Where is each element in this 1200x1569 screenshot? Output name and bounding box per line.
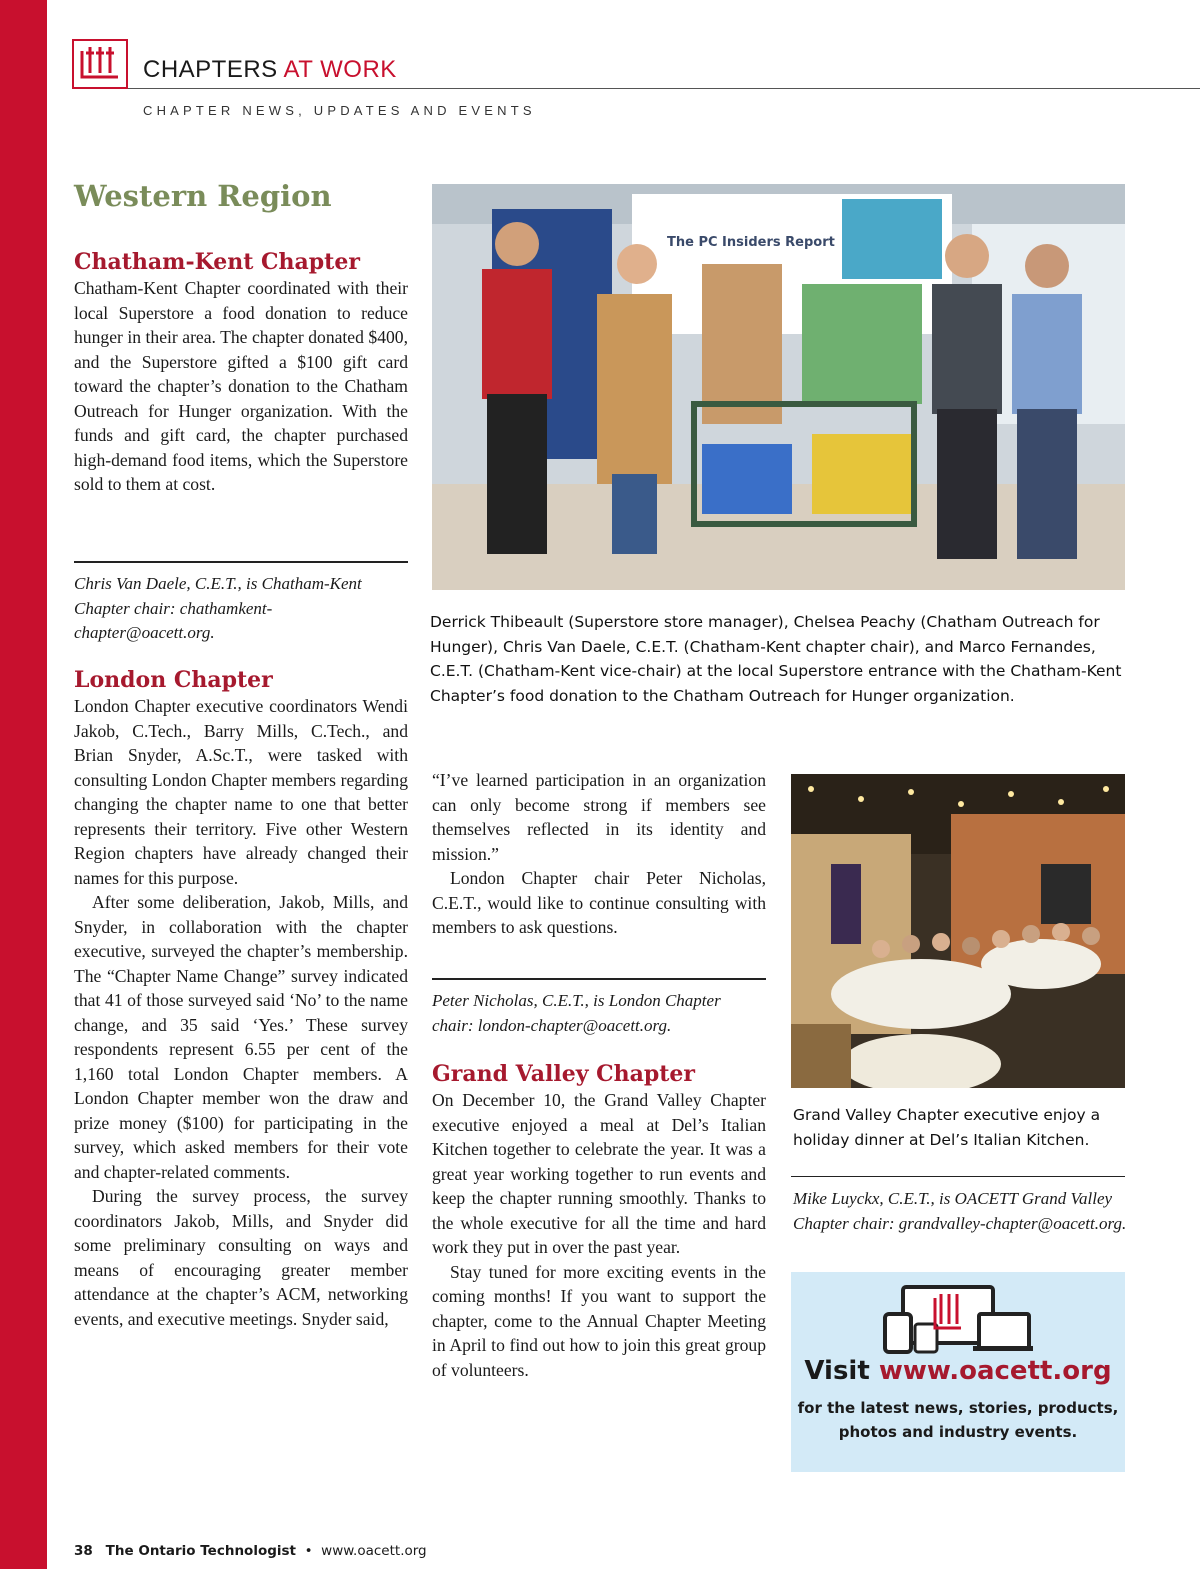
chatham-rule: [74, 561, 408, 563]
london-rule: [432, 978, 766, 980]
grand-valley-heading: Grand Valley Chapter: [432, 1061, 696, 1087]
chatham-heading: Chatham-Kent Chapter: [74, 249, 360, 275]
section-subtitle: CHAPTER NEWS, UPDATES AND EVENTS: [143, 103, 536, 118]
footer-website[interactable]: www.oacett.org: [321, 1543, 427, 1559]
devices-icon: [883, 1284, 1033, 1354]
header-divider: [128, 88, 1200, 89]
grand-valley-body: On December 10, the Grand Valley Chapter executive enjoyed a meal at Del’s Italian Kitchen together to celebrate the year. It was a great year working together to run events and keep the chapter running smoothly. Thanks to the whole executive for all the time and hard work they put in over the past year. Stay tuned for more exciting events in the coming months! If you want to support the chapter, come to the Annual Chapter Meeting in April to find out how to join this great group of volunteers.: [432, 1090, 766, 1380]
publication-name: The Ontario Technologist: [105, 1543, 297, 1559]
london-signature: Peter Nicholas, C.E.T., is London Chapter chair: london-chapter@oacett.org.: [432, 991, 721, 1035]
chatham-signature: Chris Van Daele, C.E.T., is Chatham-Kent Chapter chair: chathamkent-chapter@oacett.org.: [74, 574, 362, 642]
grand-valley-dinner-photo: [791, 774, 1125, 1088]
footer-separator: •: [304, 1543, 313, 1559]
left-accent-bar: [0, 0, 47, 1569]
ad-visit-link[interactable]: Visit www.oacett.org: [804, 1356, 1112, 1386]
grand-valley-photo-caption: Grand Valley Chapter executive enjoy a holiday dinner at Del’s Italian Kitchen.: [793, 1106, 1101, 1149]
london-body-col1: London Chapter executive coordinators Wendi Jakob, C.Tech., Barry Mills, C.Tech., and Brian Snyder, A.Sc.T., were tasked with consulting London Chapter members regarding changing the chapter name to one that better represents their territory. Five other Western Region chapters have already changed their names for this purpose. After some deliberation, Jakob, Mills, and Snyder, in collaboration with the chapter executive, surveyed the chapter’s membership. The “Chapter Name Change” survey indicated that 41 of those surveyed said ‘No’ to the name change, and 35 said ‘Yes.’ These survey respondents represent 6.55 per cent of the 1,160 total London Chapter members. A London Chapter member won the draw and prize money ($100) for participating in the survey, which asked members for their vote and chapter-related comments. During the survey process, the survey coordinators Jakob, Mills, and Snyder did some preliminary consulting on ways and means of encouraging greater member attendance at the chapter’s ACM, networking events, and executive meetings. Snyder said,: [74, 696, 408, 1329]
chatham-body: Chatham-Kent Chapter coordinated with their local Superstore a food donation to reduce hunger in their area. The chapter donated $400, and the Superstore gifted a $100 gift card toward the chapter’s donation to the Chatham Outreach for Hunger organization. With the funds and gift card, the chapter purchased high-demand food items, which the Superstore sold to them at cost.: [74, 278, 408, 494]
grand-valley-rule: [791, 1176, 1125, 1177]
ad-tagline: for the latest news, stories, products, photos and industry events.: [797, 1399, 1119, 1441]
page-number: 38: [74, 1543, 93, 1559]
oacett-logo-icon: [72, 39, 128, 89]
page-footer: [74, 1543, 427, 1559]
section-title: CHAPTERS AT WORK: [143, 56, 397, 83]
photo-sign-text: The PC Insiders Report: [667, 235, 835, 250]
london-heading: London Chapter: [74, 667, 273, 693]
grand-valley-signature: Mike Luyckx, C.E.T., is OACETT Grand Valley Chapter chair: grandvalley-chapter@oacett.org.: [793, 1189, 1127, 1233]
region-title: Western Region: [74, 179, 332, 213]
london-body-col2: “I’ve learned participation in an organization can only become strong if members see themselves reflected in its identity and mission.” London Chapter chair Peter Nicholas, C.E.T., would like to continue consulting with members to ask questions.: [432, 770, 766, 937]
website-ad-box[interactable]: [791, 1272, 1125, 1472]
chatham-donation-photo: [432, 184, 1125, 590]
chatham-photo-caption: Derrick Thibeault (Superstore store manager), Chelsea Peachy (Chatham Outreach for Hunger), Chris Van Daele, C.E.T. (Chatham-Kent chapter chair), and Marco Fernandes, C.E.T. (Chatham-Kent vice-chair) at the local Superstore entrance with the Chatham-Kent Chapter’s food donation to the Chatham Outreach for Hunger organization.: [430, 613, 1122, 705]
